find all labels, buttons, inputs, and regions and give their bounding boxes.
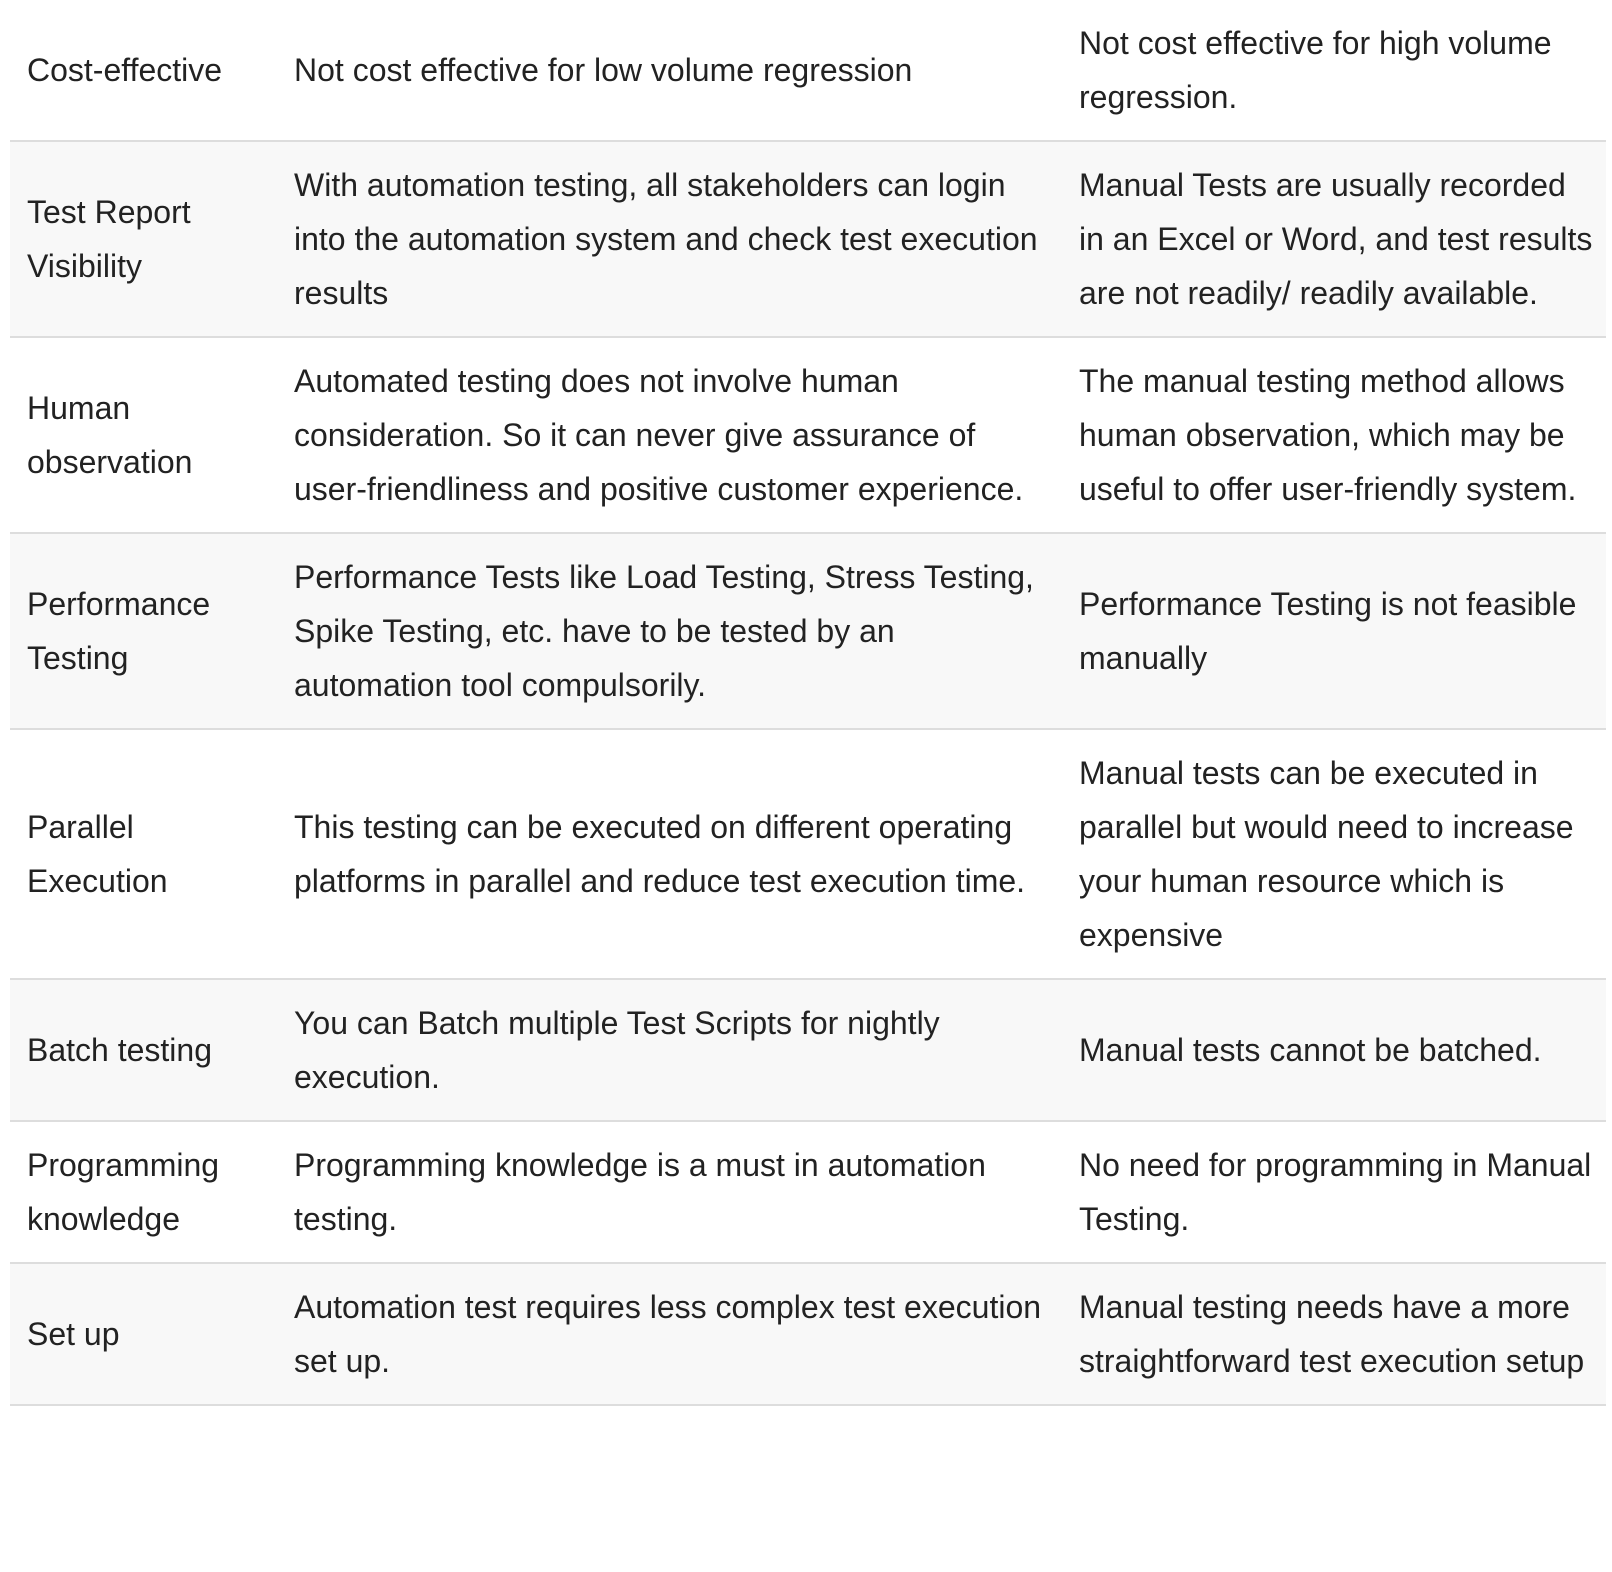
manual-cell: Performance Testing is not feasible manually xyxy=(1079,586,1577,676)
criterion-cell: Test Report Visibility xyxy=(27,194,191,284)
manual-cell: The manual testing method allows human observation, which may be useful to offer user-friendly system. xyxy=(1079,363,1577,507)
automation-cell: This testing can be executed on different operating platforms in parallel and reduce test execution time. xyxy=(294,809,1026,899)
criterion-cell: Set up xyxy=(27,1316,120,1352)
criterion-cell: Human observation xyxy=(27,390,193,480)
manual-cell: Manual testing needs have a more straightforward test execution setup xyxy=(1079,1289,1585,1379)
table-row xyxy=(10,729,1606,979)
table-row xyxy=(10,533,1606,729)
criterion-cell: Cost-effective xyxy=(27,52,223,88)
manual-cell: Not cost effective for high volume regression. xyxy=(1079,25,1552,115)
automation-cell: With automation testing, all stakeholders can login into the automation system and check test execution results xyxy=(294,167,1038,311)
criterion-cell: Parallel Execution xyxy=(27,809,168,899)
table-row xyxy=(10,979,1606,1121)
automation-cell: Programming knowledge is a must in automation testing. xyxy=(294,1147,986,1237)
table-row xyxy=(10,1263,1606,1405)
table-row xyxy=(10,337,1606,533)
table-row xyxy=(10,141,1606,337)
criterion-cell: Batch testing xyxy=(27,1032,212,1068)
comparison-table xyxy=(10,0,1606,1406)
manual-cell: Manual tests can be executed in parallel but would need to increase your human resource which is expensive xyxy=(1079,755,1574,953)
automation-cell: Automation test requires less complex test execution set up. xyxy=(294,1289,1042,1379)
criterion-cell: Programming knowledge xyxy=(27,1147,220,1237)
automation-cell: Automated testing does not involve human consideration. So it can never give assurance of user-friendliness and positive customer experience. xyxy=(294,363,1024,507)
automation-cell: Performance Tests like Load Testing, Stress Testing, Spike Testing, etc. have to be tested by an automation tool compulsorily. xyxy=(294,559,1034,703)
manual-cell: Manual Tests are usually recorded in an Excel or Word, and test results are not readily/ readily available. xyxy=(1079,167,1593,311)
automation-cell: You can Batch multiple Test Scripts for nightly execution. xyxy=(294,1005,940,1095)
manual-cell: No need for programming in Manual Testing. xyxy=(1079,1147,1592,1237)
criterion-cell: Performance Testing xyxy=(27,586,211,676)
table-row xyxy=(10,1121,1606,1263)
table-row xyxy=(10,0,1606,141)
manual-cell: Manual tests cannot be batched. xyxy=(1079,1032,1542,1068)
comparison-table-container xyxy=(10,0,1606,1406)
automation-cell: Not cost effective for low volume regression xyxy=(294,52,913,88)
